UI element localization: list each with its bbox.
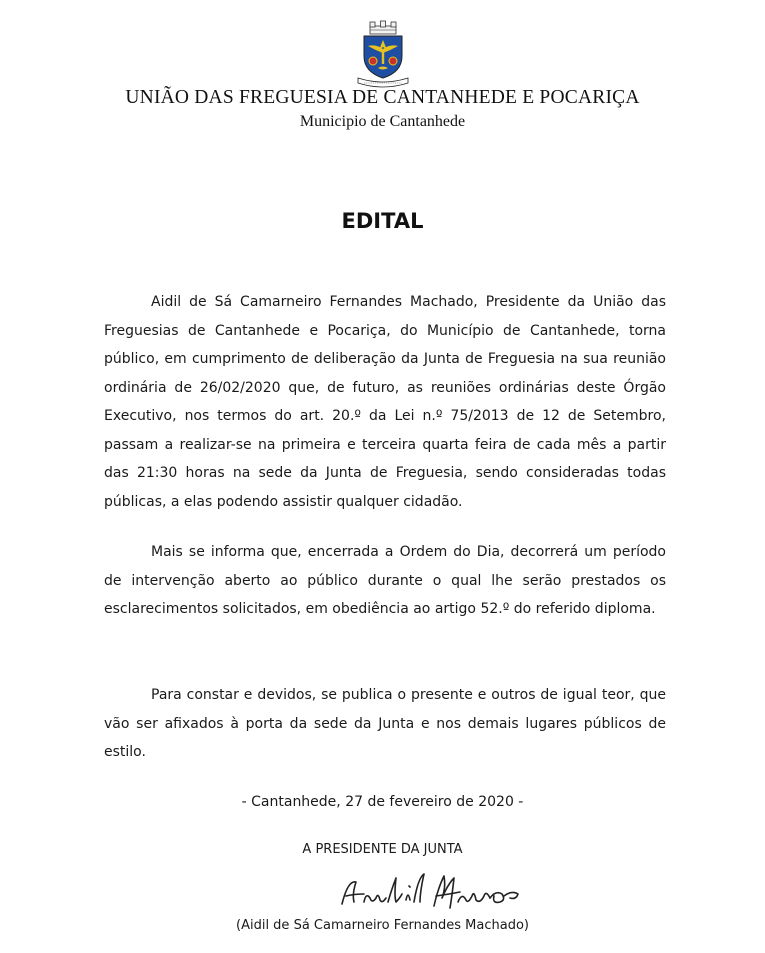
paragraph-announcement: Aidil de Sá Camarneiro Fernandes Machado, Presidente da União das Freguesias de Cantanhede e Pocariça, do Município de Cantanhede, torna público, em cumprimento de deliberação da Junta de Freguesia na sua reunião ordinária de 26/02/2020 que, de futuro, as reuniões ordinárias deste Órgão Executivo, nos termos do art. 20.º da Lei n.º 75/2013 de 12 de Setembro, passam a realizar-se na primeira e terceira quarta feira de cada mês a partir das 21:30 horas na sede da Junta de Freguesia, sendo consideradas todas públicas, a elas podendo assistir qualquer cidadão.	[104, 294, 666, 510]
document-title: EDITAL	[341, 209, 424, 233]
paragraph-publication: Para constar e devidos, se publica o presente e outros de igual teor, que vão ser afixados à porta da sede da Junta e nos demais lugares públicos de estilo.	[104, 687, 666, 760]
date-line: - Cantanhede, 27 de fevereiro de 2020 -	[241, 794, 524, 810]
paragraph-public-intervention: Mais se informa que, encerrada a Ordem do Dia, decorrerá um período de intervenção aberto ao público durante o qual lhe serão prestados os esclarecimentos solicitados, em obediência ao artigo 52.º do referido diploma.	[104, 544, 666, 617]
signer-title: A PRESIDENTE DA JUNTA	[302, 842, 463, 857]
mural-crown-icon	[370, 21, 396, 34]
org-name-heading: UNIÃO DAS FREGUESIA DE CANTANHEDE E POCARIÇA	[125, 87, 640, 108]
handwritten-signature	[334, 868, 524, 916]
municipal-crest-logo	[354, 20, 412, 88]
signer-name: (Aidil de Sá Camarneiro Fernandes Machado)	[236, 918, 529, 933]
crest-ribbon	[358, 78, 408, 87]
shield-icon	[364, 36, 402, 78]
municipality-subheading: Municipio de Cantanhede	[299, 113, 466, 130]
